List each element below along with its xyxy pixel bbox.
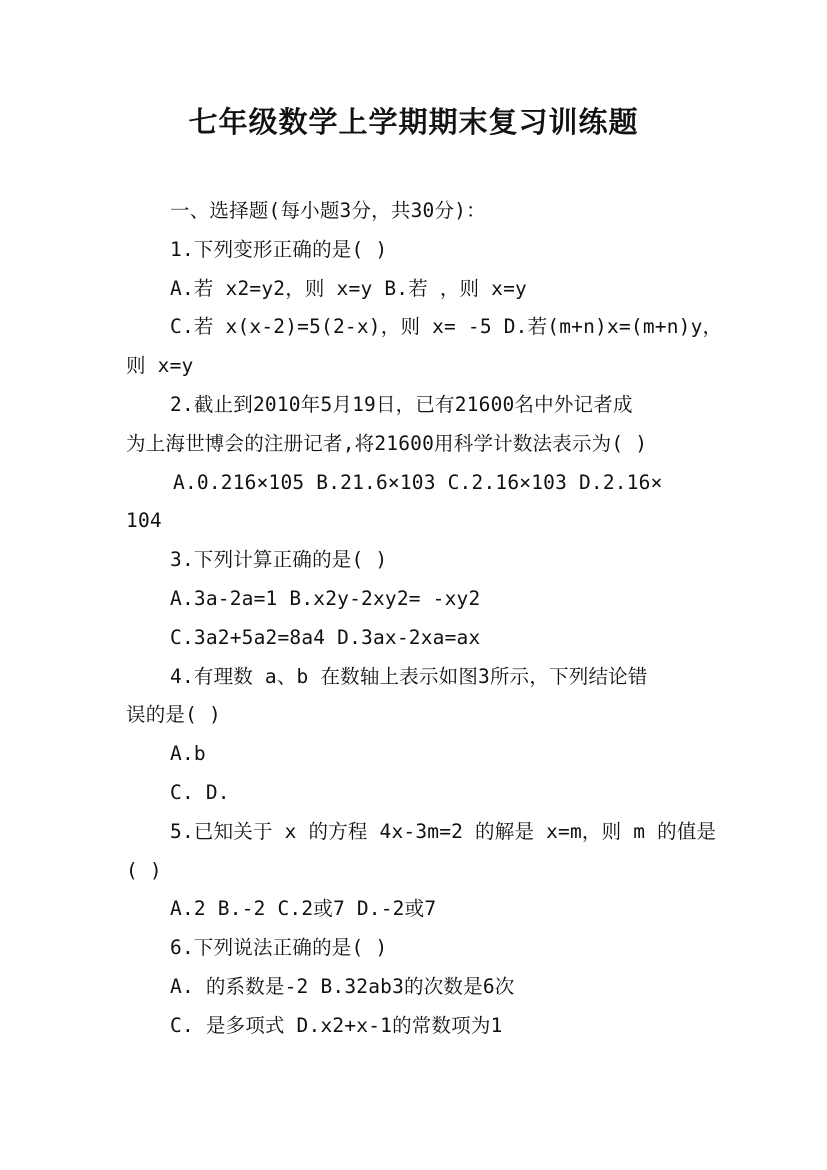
section-heading-choice: 一、选择题(每小题3分，共30分)： <box>170 199 486 222</box>
question-4-options-cd: C. D. <box>170 780 230 804</box>
question-5-stem: 5.已知关于 x 的方程 4x-3m=2 的解是 x=m，则 m 的值是 <box>170 819 717 843</box>
question-2-options: A.0.216×105 B.21.6×103 C.2.16×103 D.2.16× <box>173 470 663 494</box>
question-4-stem: 4.有理数 a、b 在数轴上表示如图3所示，下列结论错 <box>170 664 648 688</box>
question-4-stem-cont: 误的是( ) <box>126 703 221 727</box>
question-1-options-cd: C.若 x(x-2)=5(2-x)，则 x= -5 D.若(m+n)x=(m+n)y， <box>170 315 723 339</box>
question-3-options-ab: A.3a-2a=1 B.x2y-2xy2= -xy2 <box>170 586 481 610</box>
question-5-options: A.2 B.-2 C.2或7 D.-2或7 <box>170 897 437 921</box>
document-title: 七年级数学上学期期末复习训练题 <box>188 105 639 139</box>
question-6-options-cd: C. 是多项式 D.x2+x-1的常数项为1 <box>170 1013 503 1037</box>
document-body <box>126 192 723 1046</box>
question-3-options-cd: C.3a2+5a2=8a4 D.3ax-2xa=ax <box>170 625 481 649</box>
question-4-options-ab: A.b <box>170 742 206 766</box>
question-6-stem: 6.下列说法正确的是( ) <box>170 936 388 960</box>
question-2-stem-cont: 为上海世博会的注册记者,将21600用科学计数法表示为( ) <box>126 431 648 455</box>
question-1-options-cd-cont: 则 x=y <box>126 354 194 378</box>
question-2-stem: 2.截止到2010年5月19日，已有21600名中外记者成 <box>170 392 633 416</box>
question-5-stem-cont: ( ) <box>126 858 162 882</box>
question-1-options-ab: A.若 x2=y2，则 x=y B.若 ，则 x=y <box>170 276 527 300</box>
question-6-options-ab: A. 的系数是-2 B.32ab3的次数是6次 <box>170 974 515 998</box>
question-3-stem: 3.下列计算正确的是( ) <box>170 548 388 572</box>
question-2-options-cont: 104 <box>126 509 162 533</box>
question-1-stem: 1.下列变形正确的是( ) <box>170 237 388 261</box>
